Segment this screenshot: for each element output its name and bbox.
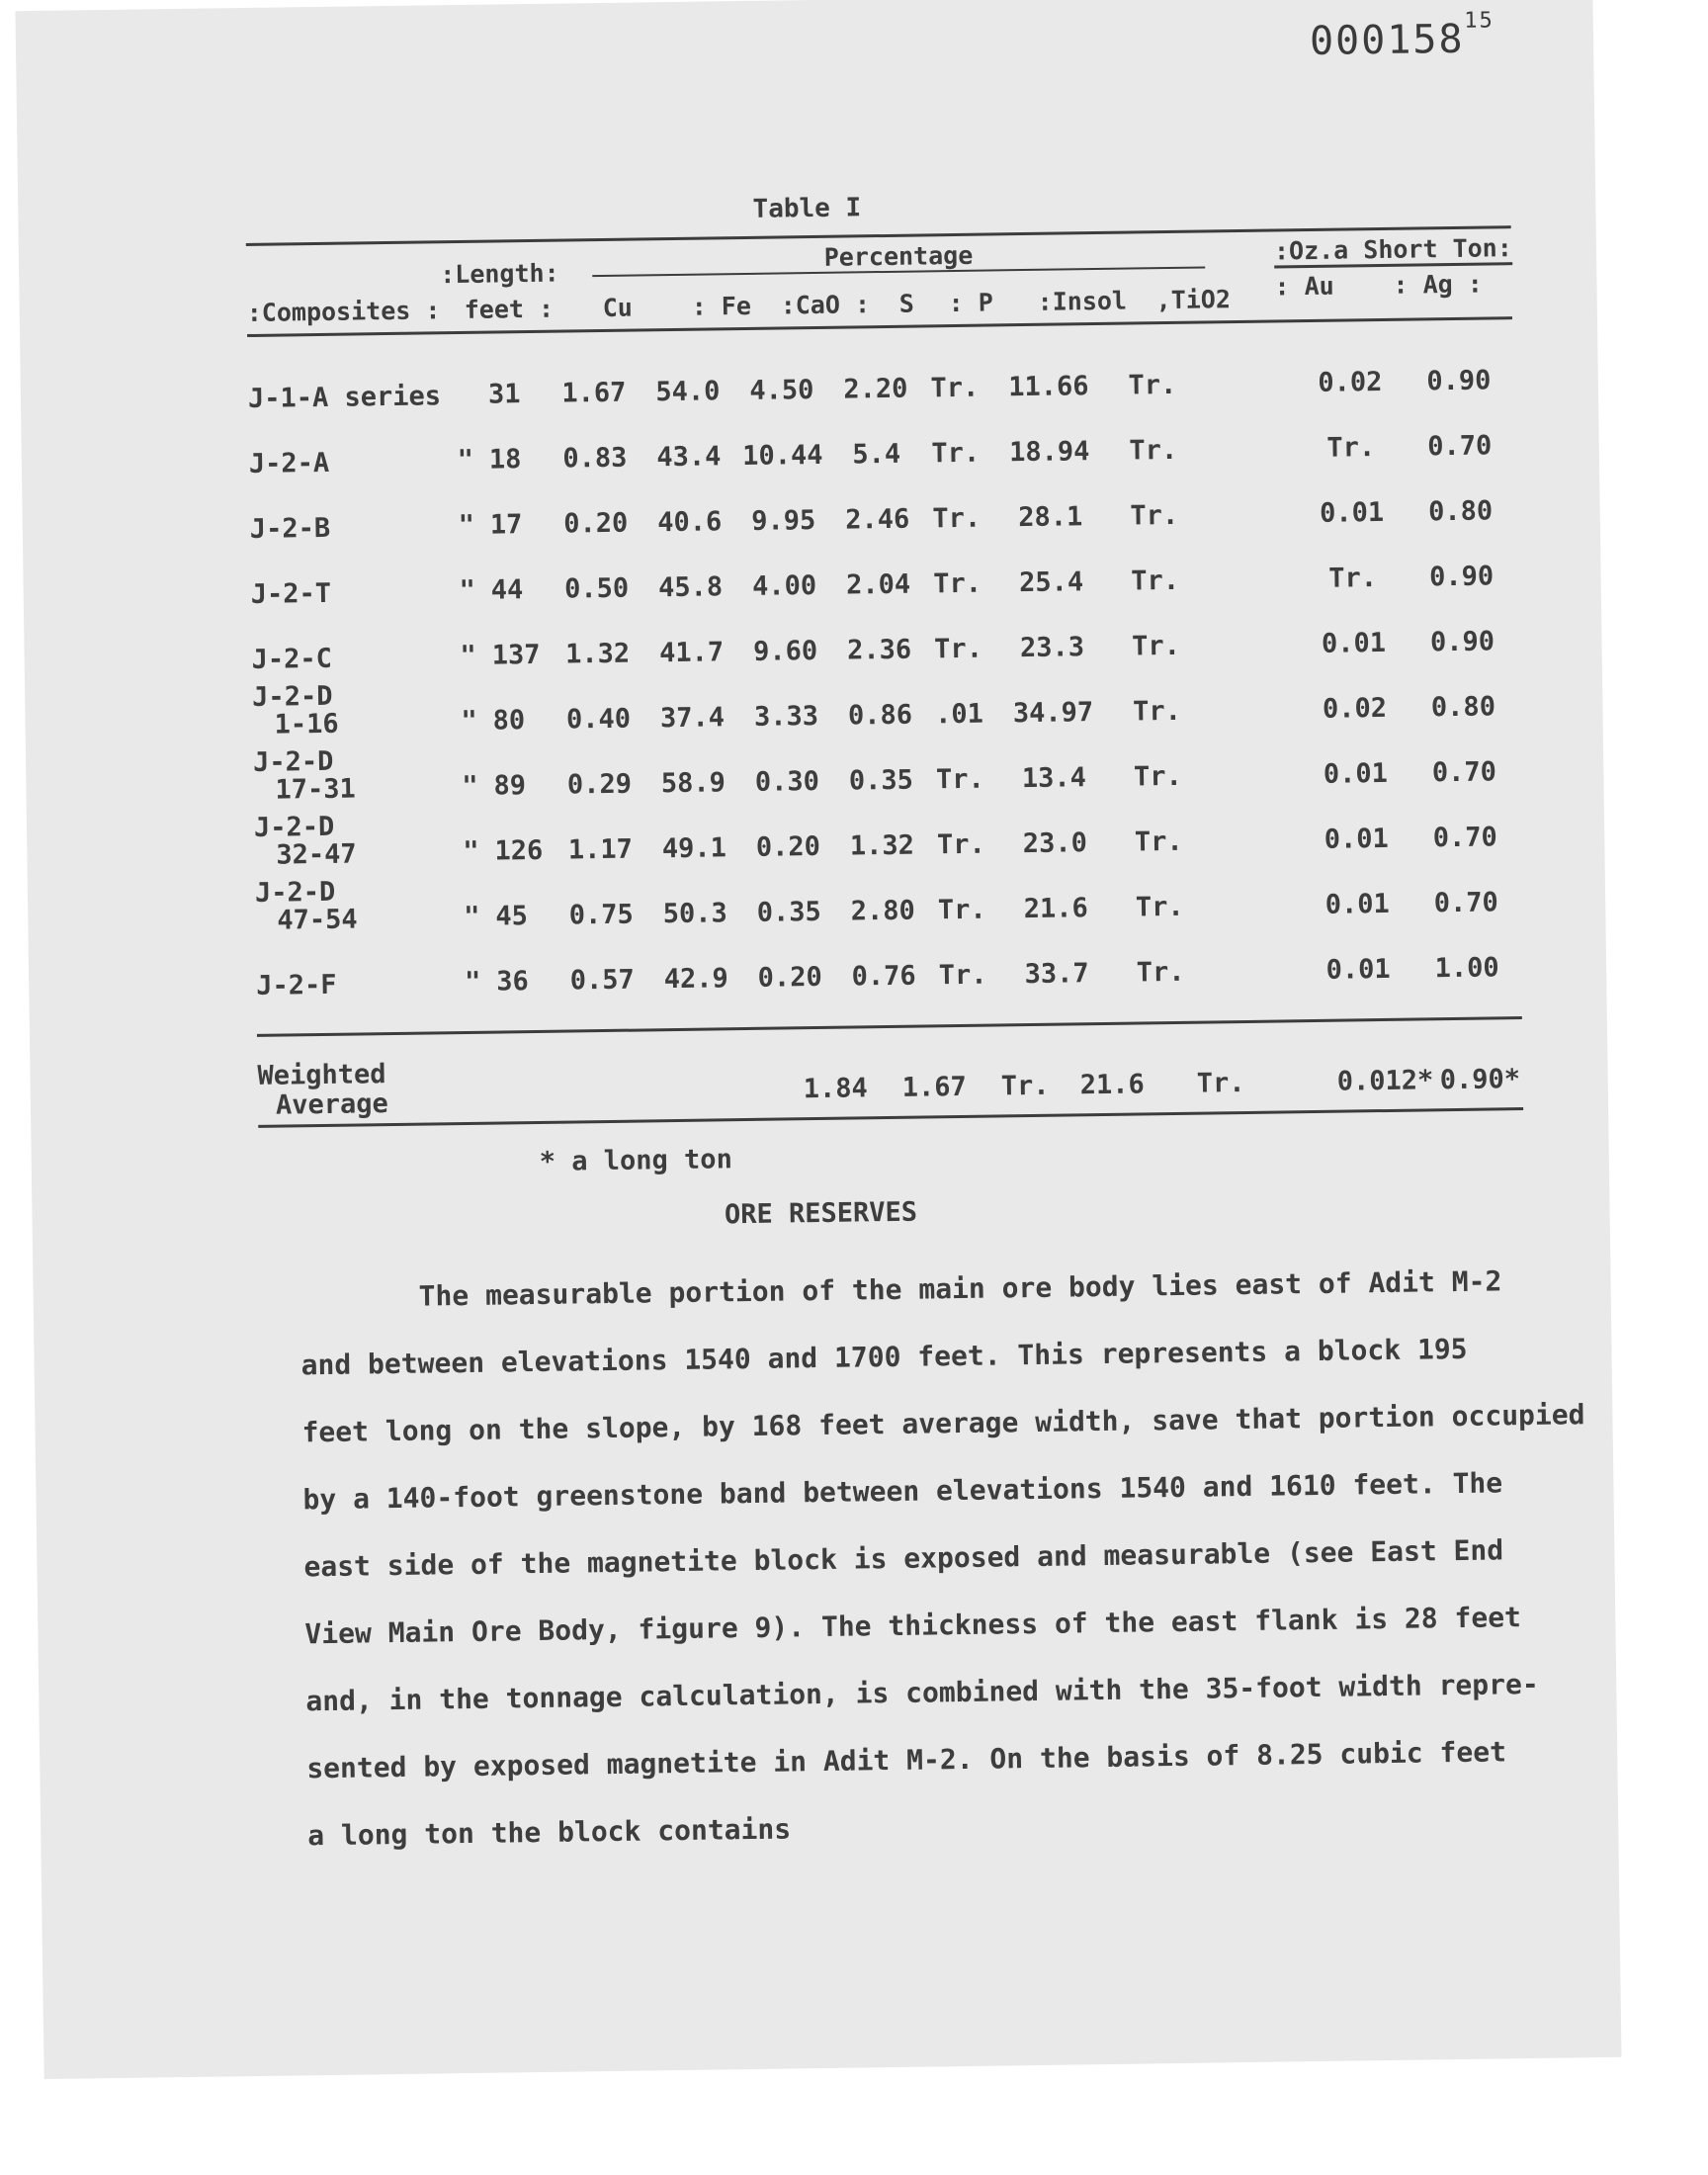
insol-cell: 34.97	[1012, 697, 1094, 730]
paragraph-line: The measurable portion of the main ore body lies east of Adit M-2	[418, 1264, 1502, 1313]
fe-cell: 49.1	[661, 832, 727, 865]
composite-interval: 47-54	[277, 904, 358, 936]
tio2-cell: Tr.	[1135, 891, 1184, 923]
column-gap	[1197, 398, 1297, 465]
s-cell: 1.32	[849, 829, 915, 862]
column-gap	[1200, 594, 1300, 660]
composite-name: J-2-B	[249, 512, 331, 545]
header-cu: Cu	[602, 293, 634, 322]
weighted-insol-b: 21.6	[1079, 1069, 1145, 1101]
tio2-cell: Tr.	[1132, 695, 1182, 728]
tio2-cell: Tr.	[1136, 956, 1185, 989]
paragraph	[299, 1248, 1585, 1870]
ditto-mark: "	[460, 640, 477, 672]
fe-cell: 43.4	[656, 441, 722, 474]
fe-cell: 45.8	[657, 571, 724, 604]
cu-cell: 0.75	[568, 899, 635, 931]
p-cell: Tr.	[933, 567, 982, 600]
cao-cell: 10.44	[741, 439, 823, 473]
composite-interval: 1-16	[274, 708, 339, 740]
composite-name-cell	[251, 606, 445, 674]
cu-cell: 0.29	[566, 768, 633, 801]
weighted-average-row	[257, 1044, 1522, 1121]
header-insol: :Insol	[1037, 286, 1128, 316]
column-gap	[1204, 855, 1304, 921]
length-cell: 17	[489, 509, 523, 541]
composite-name: J-2-D	[252, 745, 334, 778]
composite-name: J-2-F	[256, 969, 337, 1001]
page-number-text: 000158	[1309, 16, 1465, 64]
au-cell: Tr.	[1328, 563, 1378, 594]
weighted-label-line1: Weighted	[257, 1059, 386, 1091]
insol-cell: 13.4	[1021, 762, 1087, 795]
column-gap	[1204, 920, 1304, 987]
column-gap	[1199, 529, 1299, 595]
cu-cell: 0.40	[565, 703, 632, 736]
cao-cell: 0.20	[757, 961, 822, 994]
ag-cell: 0.70	[1433, 887, 1498, 919]
s-cell: 0.35	[848, 764, 914, 797]
rows-bottom-rule	[257, 1016, 1522, 1037]
length-cell: 44	[490, 574, 524, 606]
au-cell: 0.01	[1324, 888, 1390, 920]
composite-name: J-2-D	[251, 680, 333, 713]
column-gap	[1201, 659, 1301, 726]
insol-cell: 33.7	[1024, 958, 1089, 991]
ditto-mark: "	[463, 835, 479, 868]
paragraph-line: and, in the tonnage calculation, is combined with the 35-foot width repre-	[305, 1667, 1539, 1718]
fe-cell: 41.7	[658, 637, 725, 669]
composite-name-cell	[254, 802, 448, 870]
assay-table-body	[247, 330, 1521, 1000]
cao-cell: 0.30	[754, 765, 820, 798]
header-length-bottom: feet :	[464, 294, 555, 324]
insol-cell: 11.66	[1008, 371, 1089, 403]
s-cell: 2.36	[846, 634, 912, 666]
composite-interval: 17-31	[275, 773, 356, 806]
header-fe: : Fe	[691, 291, 752, 321]
column-gap	[1203, 790, 1303, 856]
ag-cell: 0.70	[1431, 756, 1497, 789]
header-composites: :Composites :	[246, 296, 441, 328]
header-p: : P	[948, 288, 994, 318]
cao-cell: 4.00	[751, 569, 817, 602]
length-cell: 31	[487, 379, 521, 410]
p-cell: Tr.	[932, 502, 982, 535]
ditto-mark: "	[461, 705, 477, 738]
cao-cell: 0.35	[756, 896, 822, 928]
au-cell: 0.01	[1321, 627, 1387, 659]
length-cell: 80	[492, 705, 526, 737]
composite-name-cell	[249, 476, 443, 544]
ditto-mark: "	[457, 444, 474, 477]
cu-cell: 0.57	[569, 964, 635, 997]
au-cell: 0.01	[1325, 953, 1391, 986]
ag-cell: 0.80	[1427, 495, 1494, 528]
weighted-label-line2: Average	[275, 1088, 388, 1121]
ag-cell: 0.90	[1429, 626, 1495, 658]
page-number	[1309, 8, 1495, 64]
p-cell: Tr.	[930, 372, 980, 404]
header-cao: :CaO :	[780, 290, 871, 320]
ditto-mark: "	[464, 966, 481, 998]
cao-cell: 4.50	[749, 375, 814, 406]
header-s: S	[898, 289, 914, 318]
composite-name: J-2-D	[254, 876, 336, 909]
weighted-tio2: Tr.	[1196, 1067, 1245, 1099]
cao-cell: 9.60	[752, 635, 818, 667]
tio2-cell: Tr.	[1129, 434, 1178, 467]
ag-cell: 0.80	[1430, 691, 1496, 724]
s-cell: 0.86	[847, 699, 913, 732]
s-cell: 0.76	[851, 960, 916, 993]
length-cell: 89	[493, 770, 527, 802]
composite-name: J-2-A	[248, 447, 330, 479]
table-footnote: * a long ton	[539, 1144, 733, 1177]
s-cell: 5.4	[852, 438, 901, 471]
ditto-mark: "	[458, 509, 475, 542]
fe-cell: 37.4	[659, 702, 726, 735]
paragraph-line: east side of the magnetite block is exposed and measurable (see East End	[303, 1533, 1504, 1584]
ditto-mark: "	[462, 770, 478, 803]
length-cell: 45	[495, 901, 529, 932]
weighted-au: 0.012*	[1336, 1065, 1434, 1097]
length-cell: 126	[494, 834, 544, 867]
fe-cell: 50.3	[662, 898, 728, 930]
insol-cell: 25.4	[1018, 566, 1084, 599]
ag-cell: 0.70	[1432, 822, 1498, 854]
composite-name: J-2-T	[250, 577, 332, 610]
composite-name-cell	[250, 541, 444, 609]
tio2-cell: Tr.	[1130, 499, 1179, 532]
composite-name-cell	[247, 345, 441, 413]
column-gap	[1198, 464, 1298, 530]
section-heading: ORE RESERVES	[724, 1196, 918, 1231]
cu-cell: 1.67	[561, 377, 627, 409]
document-page	[15, 0, 1621, 2079]
cu-cell: 1.32	[564, 638, 631, 670]
composite-name: J-2-D	[253, 811, 335, 843]
s-cell: 2.46	[845, 503, 910, 536]
header-ag: : Ag :	[1393, 269, 1483, 300]
cao-cell: 0.20	[755, 830, 821, 863]
composite-interval: 32-47	[276, 838, 357, 871]
au-cell: 0.01	[1324, 823, 1390, 855]
column-gap	[1202, 725, 1302, 791]
paragraph-line: and between elevations 1540 and 1700 feet. This represents a block 195	[300, 1332, 1468, 1382]
cao-cell: 9.95	[751, 504, 816, 537]
table-title: Table I	[752, 193, 862, 224]
header-tio2: ,TiO2	[1155, 285, 1232, 315]
insol-cell: 18.94	[1008, 436, 1090, 469]
p-cell: Tr.	[938, 959, 987, 992]
tio2-cell: Tr.	[1134, 826, 1183, 858]
ditto-mark: "	[464, 901, 480, 932]
paragraph-line: View Main Ore Body, figure 9). The thickness of the east flank is 28 feet	[304, 1601, 1522, 1651]
composite-name-cell	[253, 737, 447, 805]
paragraph-line: feet long on the slope, by 168 feet average width, save that portion occupied	[301, 1398, 1585, 1449]
weighted-p: 1.67	[901, 1071, 968, 1103]
tio2-cell: Tr.	[1131, 565, 1180, 597]
cao-cell: 3.33	[753, 700, 819, 733]
au-cell: Tr.	[1326, 432, 1376, 464]
composite-name: J-1-A series	[247, 381, 442, 414]
weighted-ag: 0.90*	[1439, 1064, 1521, 1096]
header-au: : Au	[1274, 271, 1334, 302]
p-cell: Tr.	[935, 763, 985, 796]
insol-cell: 21.6	[1023, 893, 1088, 925]
s-cell: 2.80	[850, 895, 915, 927]
header-length-top: :Length:	[440, 258, 559, 290]
paragraph-line: a long ton the block contains	[307, 1812, 792, 1853]
length-cell: 36	[496, 966, 530, 998]
p-cell: Tr.	[936, 828, 985, 861]
column-gap	[1196, 333, 1296, 399]
composite-name-cell	[256, 932, 450, 1000]
p-cell: .01	[934, 698, 984, 731]
ditto-mark	[440, 345, 488, 411]
header-oz-short-ton: :Oz.a Short Ton:	[1274, 233, 1512, 268]
s-cell: 2.20	[843, 373, 908, 405]
composite-name: J-2-C	[251, 643, 333, 675]
au-cell: 0.02	[1322, 692, 1388, 725]
weighted-average-label	[257, 1060, 388, 1121]
composite-name-cell	[248, 410, 442, 478]
p-cell: Tr.	[933, 633, 983, 665]
fe-cell: 42.9	[663, 963, 728, 996]
cu-cell: 0.20	[563, 507, 629, 540]
paragraph-line: by a 140-foot greenstone band between elevations 1540 and 1610 feet. The	[302, 1466, 1503, 1517]
cu-cell: 0.50	[563, 572, 630, 605]
p-cell: Tr.	[931, 437, 981, 470]
p-cell: Tr.	[937, 894, 986, 926]
au-cell: 0.01	[1319, 496, 1385, 529]
page-superscript: 15	[1464, 8, 1494, 34]
composite-name-cell	[255, 867, 449, 935]
table-bottom-rule	[258, 1107, 1523, 1128]
s-cell: 2.04	[845, 568, 911, 601]
ag-cell: 0.70	[1427, 430, 1493, 463]
au-cell: 0.01	[1323, 757, 1389, 790]
tio2-cell: Tr.	[1128, 369, 1177, 401]
cu-cell: 0.83	[562, 442, 628, 475]
composite-name-cell	[252, 671, 446, 740]
au-cell: 0.02	[1318, 366, 1383, 398]
weighted-insol-a: Tr.	[1000, 1070, 1050, 1102]
length-cell: 137	[491, 639, 541, 671]
fe-cell: 58.9	[660, 767, 726, 800]
ag-cell: 1.00	[1434, 952, 1499, 985]
header-percentage: Percentage	[592, 237, 1205, 277]
length-cell: 18	[488, 444, 522, 476]
ag-cell: 0.90	[1426, 365, 1492, 397]
ag-cell: 0.90	[1428, 561, 1494, 593]
cu-cell: 1.17	[567, 833, 634, 866]
paragraph-line: sented by exposed magnetite in Adit M-2. On the basis of 8.25 cubic feet	[306, 1735, 1507, 1785]
insol-cell: 23.3	[1019, 632, 1085, 664]
fe-cell: 40.6	[657, 506, 723, 539]
fe-cell: 54.0	[655, 376, 721, 408]
tio2-cell: Tr.	[1133, 760, 1183, 793]
insol-cell: 28.1	[1017, 501, 1083, 534]
tio2-cell: Tr.	[1131, 630, 1181, 662]
ditto-mark: "	[459, 574, 476, 607]
insol-cell: 23.0	[1022, 827, 1088, 860]
weighted-s: 1.84	[803, 1073, 869, 1105]
